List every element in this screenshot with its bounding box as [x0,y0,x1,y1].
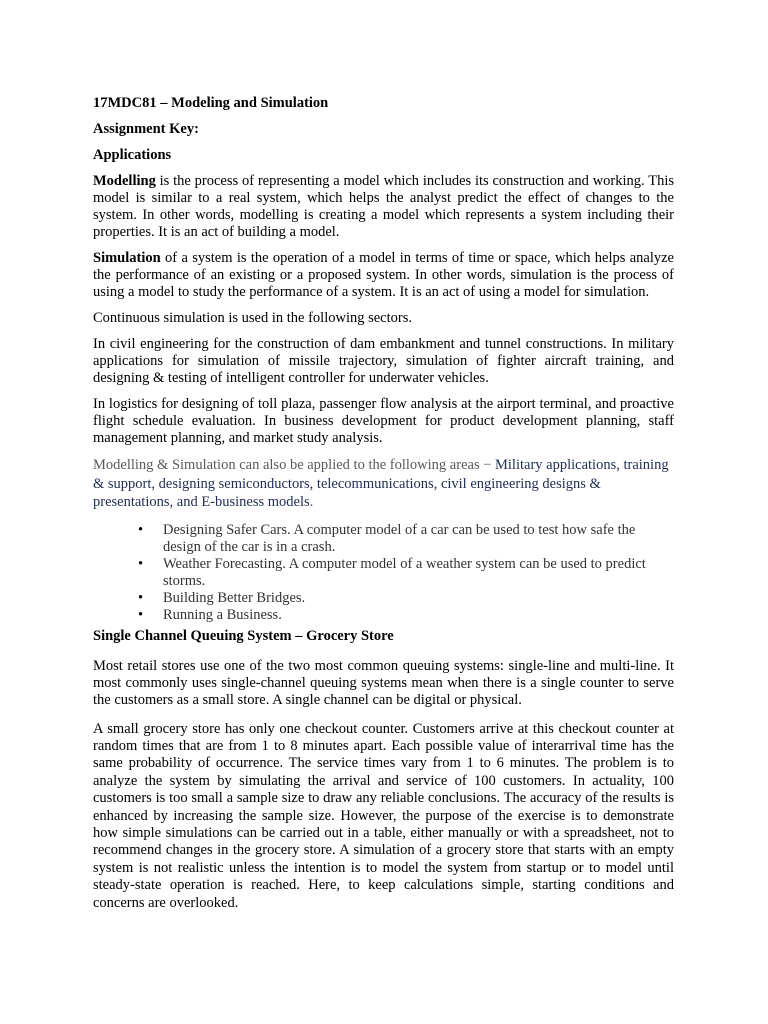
simulation-text: of a system is the operation of a model in terms of time or space, which helps analyze the performance of an existing or a proposed system. In other words, simulation is the process of using a model to study the performance of a system. It is an act of using a model for simulation. [93,250,674,300]
simulation-paragraph [93,250,674,301]
bullet-icon: • [138,521,144,538]
list-item [138,522,674,556]
list-item [138,556,674,590]
list-item [138,607,674,624]
list-item [138,590,674,607]
bullet-text: Building Better Bridges. [163,589,306,606]
areas-list: Military applications, training & support, designing semiconductors, telecommunications, civil engineering designs & presentations, and E-business models [93,457,669,510]
application-bullet-list [93,522,674,624]
bullet-text: Weather Forecasting. A computer model of a weather system can be used to predict storms. [163,555,646,589]
queue-paragraph-2: A small grocery store has only one checkout counter. Customers arrive at this checkout counter at random times that are from 1 to 8 minutes apart. Each possible value of interarrival time has the same probability of occurrence. The service times vary from 1 to 6 minutes. The problem is to analyze the system by simulating the arrival and service of 100 customers. In actuality, 100 customers is too small a sample size to draw any reliable conclusions. The accuracy of the results is enhanced by increasing the sample size. However, the purpose of the exercise is to demonstrate how simple simulations can be carried out in a table, either manually or with a spreadsheet, not to recommend changes in the grocery store. A simulation of a grocery store that starts with an empty system is not realistic unless the intention is to model the system from startup or to model until steady-state operation is reached. Here, to keep calculations simple, starting conditions and concerns are overlooked. [93,720,674,911]
bullet-icon: • [138,589,144,606]
civil-paragraph: In civil engineering for the construction of dam embankment and tunnel constructions. In military applications for simulation of missile trajectory, simulation of fighter aircraft training, and designing & testing of intelligent controller for underwater vehicles. [93,336,674,386]
bullet-icon: • [138,555,144,572]
modelling-paragraph [93,173,674,241]
applications-heading: Applications [93,147,172,163]
areas-lead: Modelling & Simulation can also be applied to the following areas − [93,457,496,473]
bullet-icon: • [138,606,144,623]
course-title: 17MDC81 – Modeling and Simulation [93,95,329,111]
assignment-key-heading: Assignment Key: [93,121,199,137]
continuous-intro: Continuous simulation is used in the following sectors. [93,310,412,326]
bullet-text: Designing Safer Cars. A computer model of a car can be used to test how safe the design of the car is in a crash. [163,521,636,555]
document-page [93,95,674,912]
application-areas-paragraph [93,456,674,512]
bullet-text: Running a Business. [163,606,282,623]
queue-paragraph-1: Most retail stores use one of the two most common queuing systems: single-line and multi-line. It most commonly uses single-channel queuing systems mean when there is a single counter to serve the customers as a small store. A single channel can be digital or physical. [93,657,674,708]
simulation-term: Simulation [93,250,161,266]
modelling-term: Modelling [93,173,156,189]
areas-end: . [309,494,314,510]
logistics-paragraph: In logistics for designing of toll plaza, passenger flow analysis at the airport terminal, and proactive flight schedule evaluation. In business development for product development planning, staff management planning, and market study analysis. [93,396,674,446]
modelling-text: is the process of representing a model which includes its construction and working. This model is similar to a real system, which helps the analyst predict the effect of changes to the system. In other words, modelling is creating a model which represents a system including their properties. It is an act of building a model. [93,173,674,240]
queue-heading: Single Channel Queuing System – Grocery Store [93,627,394,644]
